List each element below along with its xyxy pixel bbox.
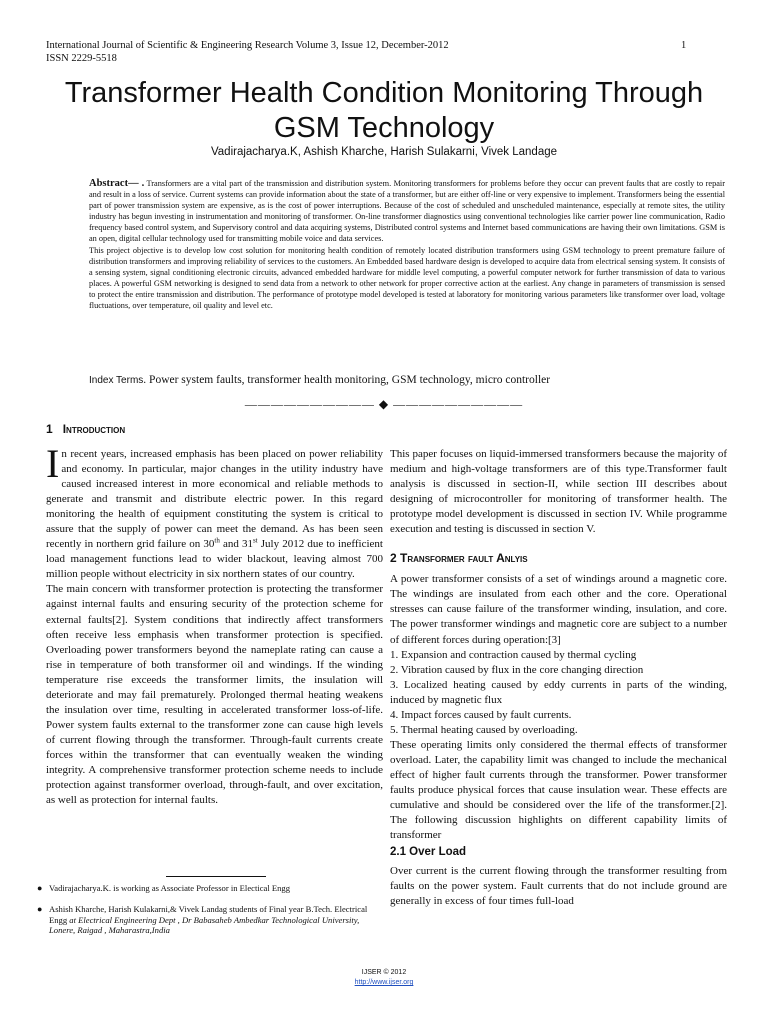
section-2-number: 2	[390, 551, 397, 566]
list-item: 1. Expansion and contraction caused by thermal cycling	[390, 648, 637, 661]
left-column	[46, 422, 383, 808]
right-para-2: A power transformer consists of a set of windings around a magnetic core. The windings are insulated from each other and the core. Operational stresses can cause failure of the transformer winding, insulation, and core. The power transformer windings and magnetic core are subject to a number of different forces during operation:[3]	[390, 573, 727, 646]
footnote-rule	[166, 876, 266, 877]
sup-th: th	[214, 536, 220, 545]
intro-para-1	[46, 441, 383, 582]
footnote-1-text: Vadirajacharya.K. is working as Associate Professor in Electical Engg	[49, 883, 291, 893]
list-item: 5. Thermal heating caused by overloading.	[390, 723, 578, 736]
title-line-2: GSM Technology	[273, 112, 495, 144]
list-item: 2. Vibration caused by flux in the core changing direction	[390, 663, 644, 676]
intro-text-b: and 31	[219, 538, 253, 551]
copyright: IJSER © 2012	[361, 969, 407, 976]
journal-name: International Journal of Scientific & Engineering Research Volume 3, Issue 12, December-2012	[46, 40, 449, 51]
bullet-icon: ●	[37, 904, 43, 914]
intro-heading	[46, 422, 125, 437]
bullet-icon: ●	[37, 883, 43, 893]
intro-text-a: n recent years, increased emphasis has been placed on power reliability and economy. In particular, major changes in the utility industry have caused increased interest in more economical and reliable methods to generate and transmit and distribute electric power. In this regard monitoring the health of equipment constituting the system is critical to assure that the supply of power can meet the demand. As has been seen recently in northern grid failure on 30	[46, 448, 383, 551]
footnote-1	[37, 883, 369, 894]
index-terms-text: Power system faults, transformer health monitoring, GSM technology, micro controller	[149, 374, 551, 386]
list-item: 4. Impact forces caused by fault currents.	[390, 708, 572, 721]
sup-st: st	[252, 536, 258, 545]
index-terms-sep: .	[143, 374, 150, 386]
section-divider: —————————— ◆ ——————————	[244, 397, 524, 411]
running-header	[46, 39, 449, 65]
intro-heading-number: 1	[46, 422, 53, 436]
section-2-heading	[390, 551, 727, 566]
intro-heading-text: Introduction	[62, 422, 126, 436]
paper-title	[0, 76, 768, 146]
intro-text-c: July 2012 due to inefficient load management functions lead to wider blackout, leaving almost 700 million people without electricity in six northern states of our country.	[46, 538, 383, 581]
page-number: 1	[681, 40, 687, 51]
abstract-dash: — .	[128, 178, 145, 189]
title-line-1: Transformer Health Condition Monitoring Through	[64, 77, 704, 109]
right-column	[390, 447, 727, 909]
section-2-text: Transformer fault Anlyis	[400, 551, 528, 566]
footnote-2-text: Ashish Kharche, Harish Kulakarni,& Vivek Landag students of Final year B.Tech. Electrical Engg	[49, 904, 368, 925]
right-para-3: These operating limits only considered the thermal effects of transformer overload. Later, the capability limit was changed to include the mechanical effect of higher fault currents through the transformer. Power transformer faults produce physical forces that cause insulation wear. These effects are cumulative and should be considered over the life of the transformer.[2]. The following discussion highlights on different capability limits of transformer	[390, 738, 727, 842]
right-para-4: Over current is the current flowing through the transformer resulting from faults on the power system. Fault currents that do not include ground are generally in excess of four times full-load	[390, 865, 727, 908]
page-footer	[0, 968, 768, 988]
authors: Vadirajacharya.K, Ashish Kharche, Harish Sulakarni, Vivek Landage	[210, 146, 558, 158]
abstract	[89, 178, 725, 311]
issn: ISSN 2229-5518	[46, 53, 117, 64]
journal-link[interactable]: http://www.ijser.org	[354, 979, 414, 986]
abstract-para-1	[89, 178, 725, 245]
abstract-text-1: Transformers are a vital part of the transmission and distribution system. Monitoring transformers for problems before they occur can prevent faults that are costly to repair and result in a loss of service. Current systems can provide information about the state of a transformer, but are either off-line or very expensive to implement. Transformers being the essential part of power transmission system are expensive, as is the cost of power interruptions. Because of the cost of scheduled and unscheduled maintenance, especially at remote sites, the utility industry has begun investing in instrumentation and monitoring of transformer. On-line transformer diagnostics using conventional technologies like carrier power line communication, Radio frequency based control system, and Supervisory control and data acquiring systems, Distributed control systems and Internet based communications are having their own limitations. GSM is an open, digital cellular technology used for transmitting mobile voice and data services.	[89, 179, 725, 244]
intro-para-2: The main concern with transformer protection is protecting the transformer against internal faults and ensuring security of the protection scheme for external faults[2]. System conditions that indirectly affect transformers often receive less emphasis when transformer protection is specified. Overloading power transformers beyond the nameplate rating can cause a rise in temperature of both transformer oil and windings. If the winding temperature rise exceeds the transformer limits, the insulation will deteriorate and may fail prematurely. Prolonged thermal heating weakens the insulation over time, resulting in accelerated transformer loss-of-life. Power system faults external to the transformer zone can cause high levels of current flowing through the transformer. Through-fault currents create forces within the transformer that can eventually weaken the winding integrity. A comprehensive transformer protection scheme needs to include protection against transformer overload, through-fault, and over excitation, as well as protection for internal faults.	[46, 583, 383, 807]
right-para-1: This paper focuses on liquid-immersed transformers because the majority of medium and high-voltage transformers are of this type.Transformer fault analysis is discussed in section-II, while section III describes about designing of microcontroller for monitoring of transformer health. The prototype model development is discussed in section IV. While programme execution and testing is discussed in section V.	[390, 448, 727, 536]
index-terms	[89, 374, 550, 386]
abstract-para-2: This project objective is to develop low cost solution for monitoring health condition of remotely located distribution transformers using GSM technology to preent premature failure of distribution transformers and improving reliability of services to the customers. An Embedded based hardware design is developed to acquire data from electrical sensing system. It consists of a sensing system, signal conditioning electronic circuits, advanced embedded hardware for middle level computing, a powerful computer network for further transmission of data to various places. A powerful GSM networking is designed to send data from a network to other network for proper corrective action at the earliest. Any change in parameters of transmission is sensed to protect the entire transmission and distribution. The performance of prototype model developed is tested at laboratory for monitoring various parameters like transformer over load, voltage fluctuations, over temperature, oil quality and level etc.	[89, 245, 725, 311]
drop-cap: I	[46, 441, 60, 486]
subsection-2-1-heading: 2.1 Over Load	[390, 846, 467, 859]
abstract-label: Abstract	[89, 178, 129, 189]
index-terms-label: Index Terms	[89, 375, 144, 386]
footnote-2-affiliation: at Electrical Engineering Dept , Dr Babasaheb Ambedkar Technological University, Lonere, Raigad , Maharastra,India	[49, 914, 360, 935]
list-item: 3. Localized heating caused by eddy currents in parts of the winding, induced by magnetic flux	[390, 678, 727, 706]
footnote-2	[37, 904, 369, 936]
